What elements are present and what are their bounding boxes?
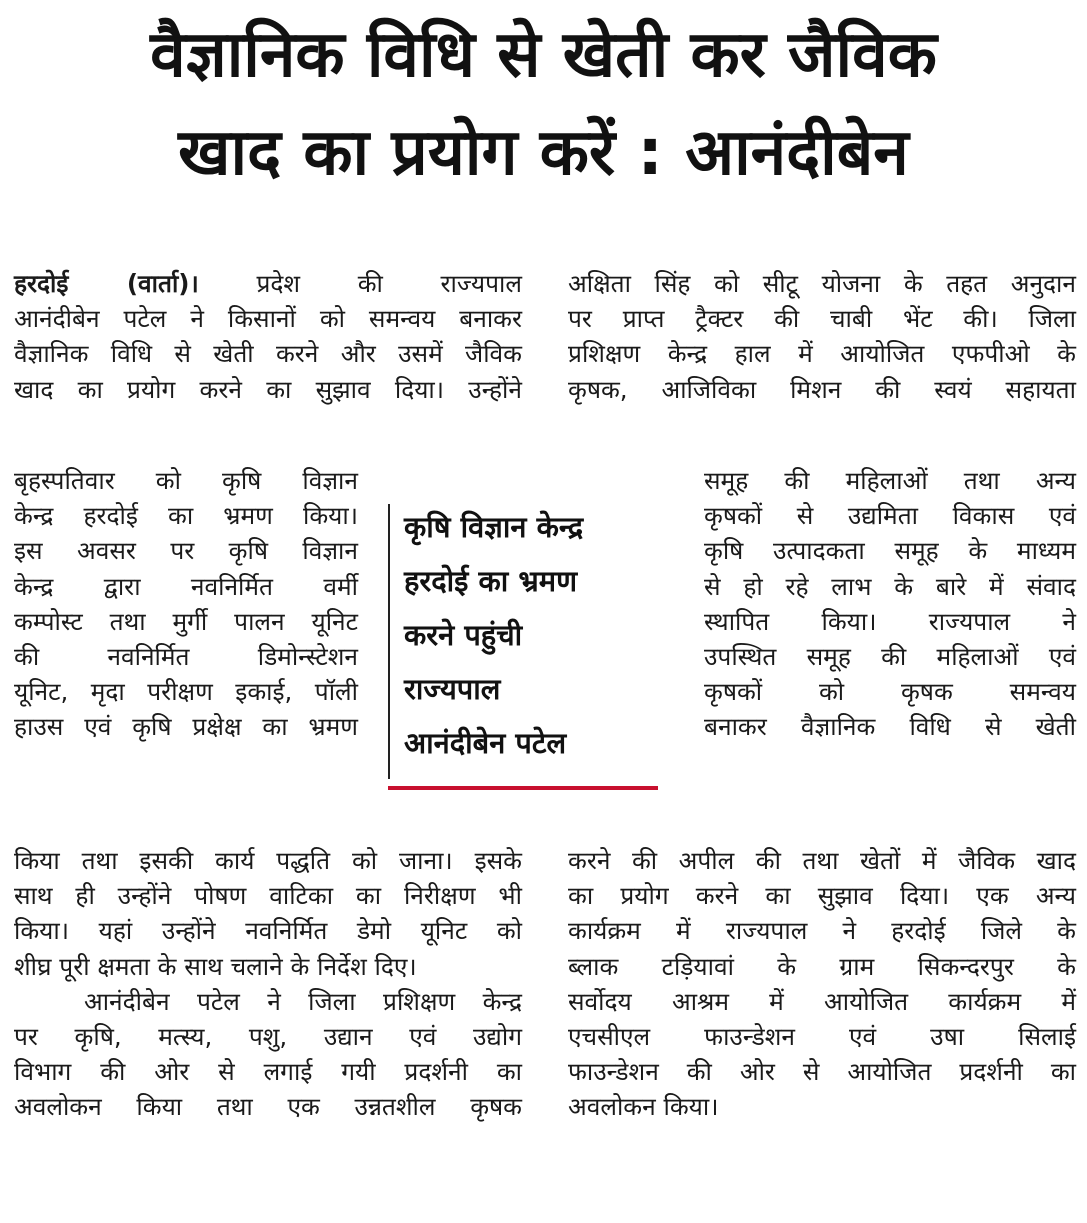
- body-line: हाउस एवं कृषि प्रक्षेक्ष का भ्रमण: [14, 712, 358, 742]
- pull-quote-underline: [388, 786, 658, 790]
- pull-quote-bar: [388, 504, 390, 779]
- body-line: एचसीएल फाउन्डेशन एवं उषा सिलाई: [568, 1022, 1076, 1052]
- body-line: केन्द्र द्वारा नवनिर्मित वर्मी: [14, 571, 358, 601]
- body-line: हरदोई (वार्ता)। प्रदेश की राज्यपाल: [14, 269, 522, 298]
- column-1-top: [14, 266, 522, 407]
- body-line: कृषि उत्पादकता समूह के माध्यम: [704, 536, 1076, 566]
- body-line: समूह की महिलाओं तथा अन्य: [704, 466, 1076, 495]
- body-line: बृहस्पतिवार को कृषि विज्ञान: [14, 466, 358, 495]
- body-line: अवलोकन किया।: [568, 1092, 719, 1122]
- column-2-bottom: [568, 843, 1076, 1125]
- body-line: पर प्राप्त ट्रैक्टर की चाबी भेंट की। जिला: [568, 304, 1076, 334]
- body-line: केन्द्र हरदोई का भ्रमण किया।: [14, 501, 358, 531]
- body-line: अक्षिता सिंह को सीटू योजना के तहत अनुदान: [568, 269, 1076, 298]
- column-1-narrow: [14, 463, 358, 745]
- body-line: साथ ही उन्होंने पोषण वाटिका का निरीक्षण भी: [14, 881, 522, 911]
- body-line: विभाग की ओर से लगाई गयी प्रदर्शनी का: [14, 1057, 522, 1087]
- body-line: फाउन्डेशन की ओर से आयोजित प्रदर्शनी का: [568, 1057, 1076, 1087]
- body-line: कार्यक्रम में राज्यपाल ने हरदोई जिले के: [568, 916, 1076, 946]
- body-line: कृषकों को कृषक समन्वय: [704, 677, 1076, 707]
- body-line: ब्लाक टड़ियावां के ग्राम सिकन्दरपुर के: [568, 951, 1076, 981]
- pull-quote-line: करने पहुंची: [404, 618, 523, 652]
- body-line: करने की अपील की तथा खेतों में जैविक खाद: [568, 846, 1076, 875]
- column-1-bottom: [14, 843, 522, 1125]
- body-line: आनंदीबेन पटेल ने जिला प्रशिक्षण केन्द्र: [84, 986, 522, 1016]
- body-line: किया तथा इसकी कार्य पद्धति को जाना। इसके: [14, 846, 522, 875]
- body-line: शीघ्र पूरी क्षमता के साथ चलाने के निर्देश दिए।: [14, 951, 417, 981]
- column-2-top: [568, 266, 1076, 407]
- pull-quote-line: कृषि विज्ञान केन्द्र: [404, 510, 584, 544]
- headline-line-1: वैज्ञानिक विधि से खेती कर जैविक: [150, 18, 937, 92]
- pull-quote: [388, 500, 660, 788]
- body-line: उपस्थित समूह की महिलाओं एवं: [704, 642, 1076, 672]
- body-line: कृषकों से उद्यमिता विकास एवं: [704, 501, 1076, 531]
- body-line: का प्रयोग करने का सुझाव दिया। एक अन्य: [568, 881, 1076, 911]
- pull-quote-line: राज्यपाल: [404, 672, 501, 706]
- body-line: प्रशिक्षण केन्द्र हाल में आयोजित एफपीओ के: [568, 339, 1076, 369]
- body-line: आनंदीबेन पटेल ने किसानों को समन्वय बनाकर: [14, 304, 522, 334]
- body-line: कृषक, आजिविका मिशन की स्वयं सहायता: [568, 374, 1076, 404]
- column-2-narrow: [704, 463, 1076, 745]
- body-line: स्थापित किया। राज्यपाल ने: [704, 606, 1076, 636]
- body-line: यूनिट, मृदा परीक्षण इकाई, पॉली: [14, 677, 358, 707]
- body-line: सर्वोदय आश्रम में आयोजित कार्यक्रम में: [568, 986, 1076, 1016]
- body-line: अवलोकन किया तथा एक उन्नतशील कृषक: [14, 1092, 522, 1122]
- body-line: से हो रहे लाभ के बारे में संवाद: [704, 571, 1076, 601]
- body-line: इस अवसर पर कृषि विज्ञान: [14, 536, 358, 566]
- pull-quote-line: हरदोई का भ्रमण: [404, 564, 578, 598]
- dateline: हरदोई (वार्ता)।: [14, 269, 199, 298]
- body-line: की नवनिर्मित डिमोन्स्टेशन: [14, 642, 358, 672]
- pull-quote-text: [404, 500, 583, 770]
- body-line: किया। यहां उन्होंने नवनिर्मित डेमो यूनिट को: [14, 916, 522, 946]
- headline-line-2: खाद का प्रयोग करें : आनंदीबेन: [178, 116, 909, 190]
- body-line: वैज्ञानिक विधि से खेती करने और उसमें जैविक: [14, 339, 522, 369]
- body-line: बनाकर वैज्ञानिक विधि से खेती: [704, 712, 1076, 742]
- pull-quote-line: आनंदीबेन पटेल: [404, 726, 567, 760]
- headline: [0, 6, 1087, 202]
- body-line: पर कृषि, मत्स्य, पशु, उद्यान एवं उद्योग: [14, 1022, 522, 1052]
- body-line: कम्पोस्ट तथा मुर्गी पालन यूनिट: [14, 606, 358, 636]
- body-line: खाद का प्रयोग करने का सुझाव दिया। उन्होंने: [14, 374, 522, 404]
